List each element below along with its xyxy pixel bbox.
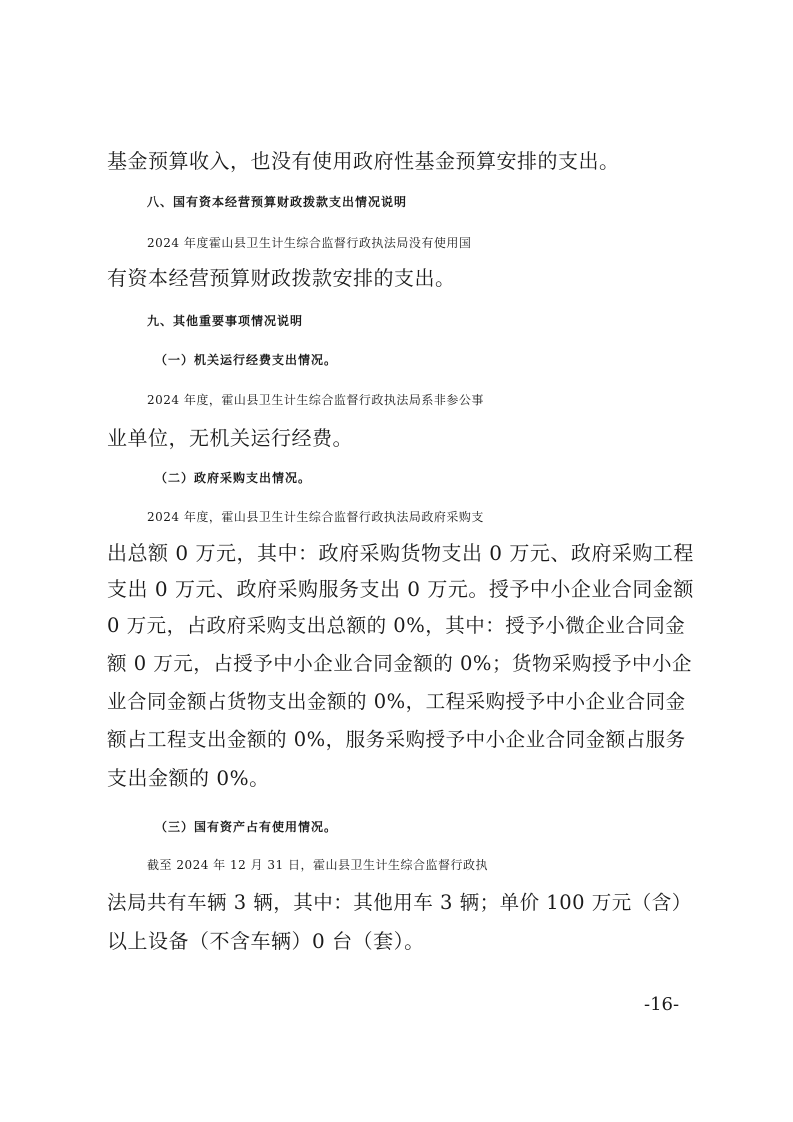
paragraph-line: 法局共有车辆 3 辆，其中：其他用车 3 辆；单价 100 万元（含） [107, 891, 692, 914]
paragraph-line: 有资本经营预算财政拨款安排的支出。 [107, 266, 456, 290]
paragraph-line: 额 0 万元，占授予中小企业合同金额的 0%；货物采购授予中小企 [107, 652, 692, 675]
paragraph-line: 业单位，无机关运行经费。 [107, 426, 353, 450]
paragraph-line: 出总额 0 万元，其中：政府采购货物支出 0 万元、政府采购工程 [107, 541, 694, 565]
section-heading-8: 八、国有资本经营预算财政拨款支出情况说明 [147, 195, 408, 209]
subsection-heading-2: （二）政府采购支出情况。 [155, 471, 312, 485]
paragraph-line: 支出金额的 0%。 [107, 766, 270, 790]
paragraph-line: 2024 年度，霍山县卫生计生综合监督行政执法局政府采购支 [147, 510, 484, 524]
page-number: -16- [644, 994, 680, 1015]
paragraph-line: 2024 年度霍山县卫生计生综合监督行政执法局没有使用国 [147, 236, 472, 250]
paragraph-line: 2024 年度，霍山县卫生计生综合监督行政执法局系非参公事 [147, 393, 484, 407]
paragraph-line: 以上设备（不含车辆）0 台（套）。 [107, 929, 425, 953]
paragraph-line: 额占工程支出金额的 0%，服务采购授予中小企业合同金额占服务 [107, 728, 686, 751]
paragraph-line: 截至 2024 年 12 月 31 日，霍山县卫生计生综合监督行政执 [147, 858, 488, 872]
section-heading-9: 九、其他重要事项情况说明 [147, 314, 304, 328]
subsection-heading-1: （一）机关运行经费支出情况。 [155, 353, 338, 367]
paragraph-line: 支出 0 万元、政府采购服务支出 0 万元。授予中小企业合同金额 [107, 577, 694, 601]
paragraph-line: 0 万元，占政府采购支出总额的 0%，其中：授予小微企业合同金 [107, 614, 686, 637]
subsection-heading-3: （三）国有资产占有使用情况。 [155, 820, 338, 834]
paragraph-line: 业合同金额占货物支出金额的 0%，工程采购授予中小企业合同金 [107, 690, 686, 713]
paragraph-line: 基金预算收入，也没有使用政府性基金预算安排的支出。 [107, 149, 620, 173]
